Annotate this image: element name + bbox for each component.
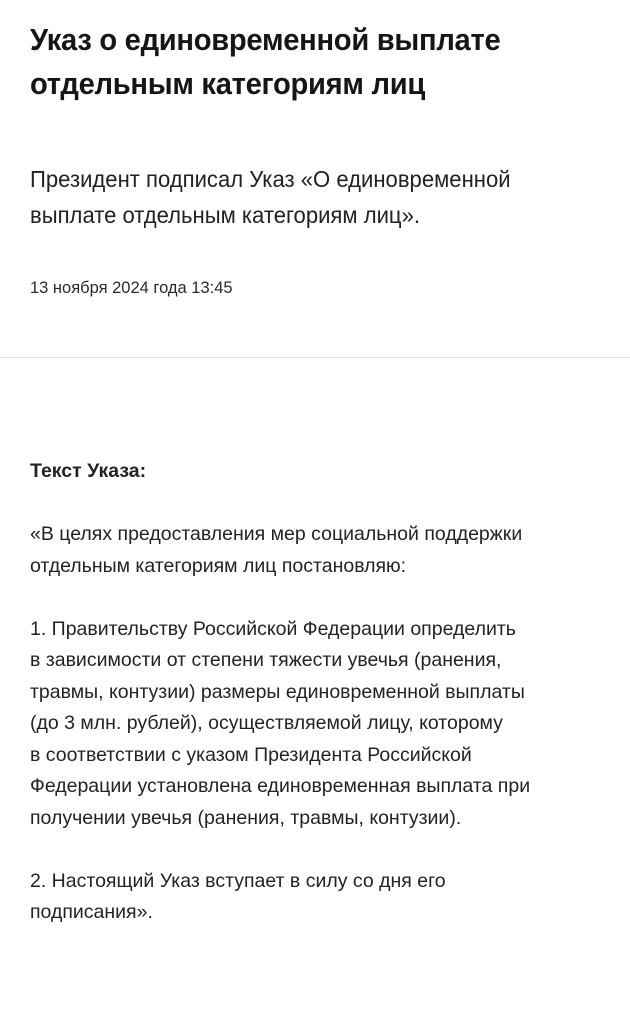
decree-item-1-line: 1. Правительству Российской Федерации определить <box>30 617 516 640</box>
decree-item-2-line: 2. Настоящий Указ вступает в силу со дня его <box>30 869 446 892</box>
decree-item-1-line: в зависимости от степени тяжести увечья (ранения, <box>30 649 502 671</box>
decree-item-2 <box>30 866 620 929</box>
article-lead-line: Президент подписал Указ «О единовременной <box>30 166 511 192</box>
decree-item-1 <box>30 614 620 835</box>
decree-item-1-line: Федерации установлена единовременная выплата при <box>30 775 531 797</box>
decree-item-1-line: получении увечья (ранения, травмы, контузии). <box>30 806 462 829</box>
decree-intro-line: «В целях предоставления мер социальной поддержки <box>30 523 523 545</box>
article-title-line: Указ о единовременной выплате <box>30 22 501 57</box>
section-divider <box>0 357 630 358</box>
publication-date: 13 ноября 2024 года 13:45 <box>30 279 233 297</box>
article-lead <box>30 161 606 233</box>
decree-intro-line: отдельным категориям лиц постановляю: <box>30 554 407 577</box>
article-lead-line: выплате отдельным категориям лиц». <box>30 202 420 228</box>
decree-text <box>30 456 620 929</box>
decree-item-1-line: в соответствии с указом Президента Российской <box>30 743 472 766</box>
decree-item-2-line: подписания». <box>30 901 153 923</box>
decree-intro <box>30 519 620 582</box>
decree-item-1-line: (до 3 млн. рублей), осуществляемой лицу, которому <box>30 712 503 734</box>
article-title-line: отдельным категориям лиц <box>30 66 425 101</box>
decree-heading: Текст Указа: <box>30 460 147 482</box>
article-title <box>30 18 575 106</box>
decree-item-1-line: травмы, контузии) размеры единовременной выплаты <box>30 680 525 703</box>
